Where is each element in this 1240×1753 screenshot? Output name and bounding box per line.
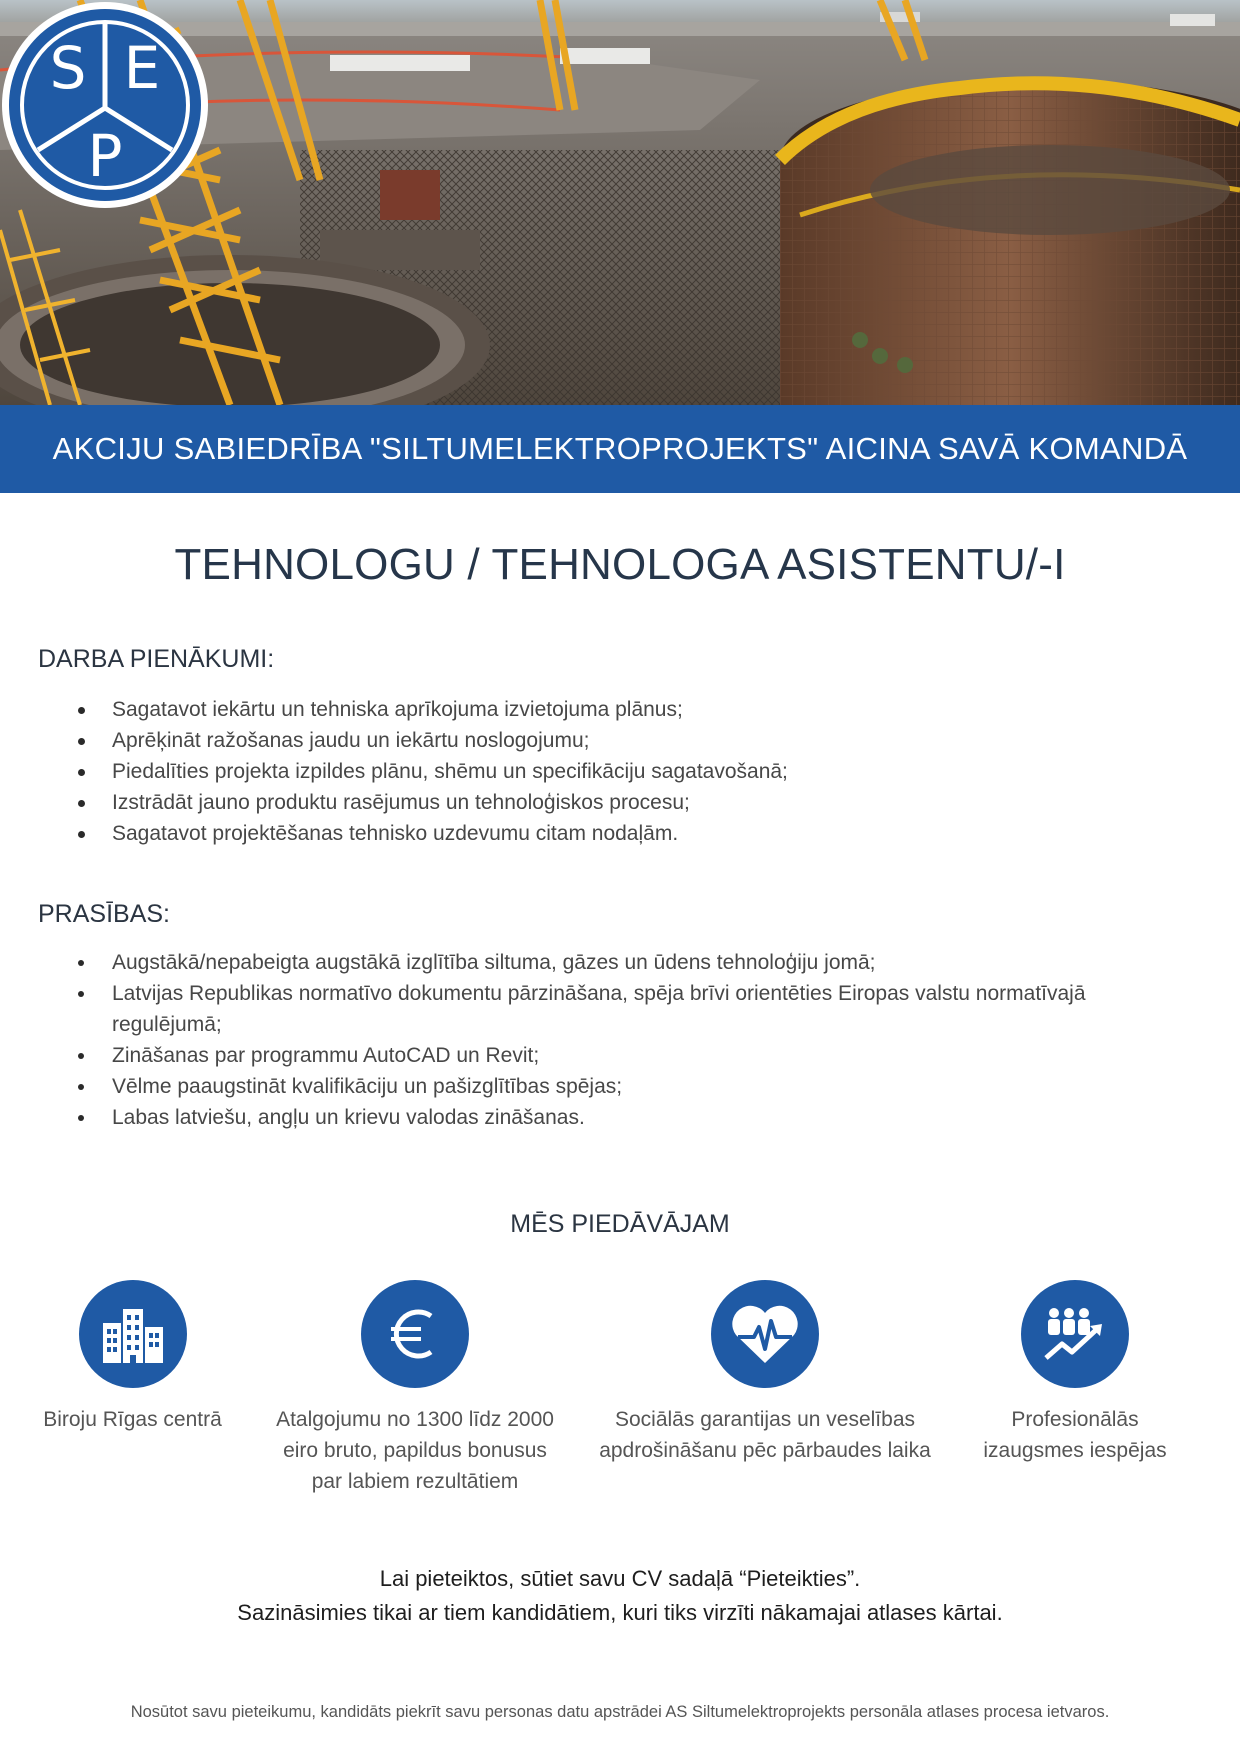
offer-item-office	[20, 1280, 245, 1435]
duties-heading: DARBA PIENĀKUMI:	[38, 645, 275, 673]
offer-text-line: eiro bruto, papildus bonusus	[283, 1439, 547, 1462]
list-item: Sagatavot iekārtu un tehniska aprīkojuma izvietojuma plānus;	[70, 694, 1190, 725]
offer-text-line: Biroju Rīgas centrā	[43, 1408, 222, 1431]
offer-heading: MĒS PIEDĀVĀJAM	[510, 1210, 730, 1238]
people-growth-icon	[1021, 1280, 1129, 1388]
list-item: Aprēķināt ražošanas jaudu un iekārtu noslogojumu;	[70, 725, 1190, 756]
list-item: Vēlme paaugstināt kvalifikāciju un pašizglītības spējas;	[70, 1071, 1190, 1102]
euro-icon	[361, 1280, 469, 1388]
offer-text-line: Sociālās garantijas un veselības	[614, 1408, 915, 1431]
heart-pulse-icon	[711, 1280, 819, 1388]
offer-text-line: par labiem rezultātiem	[311, 1470, 519, 1493]
offer-text-line: apdrošināšanu pēc pārbaudes laika	[599, 1439, 931, 1462]
privacy-notice: Nosūtot savu pieteikumu, kandidāts piekrīt savu personas datu apstrādei AS Siltumelektroprojekts personāla atlases procesa ietvaros.	[130, 1703, 1110, 1721]
logo-letter-s: S	[49, 34, 87, 102]
banner-text: AKCIJU SABIEDRĪBA "SILTUMELEKTROPROJEKTS" AICINA SAVĀ KOMANDĀ	[52, 431, 1188, 466]
job-title: TEHNOLOGU / TEHNOLOGA ASISTENTU/-I	[174, 540, 1066, 589]
offer-item-growth	[955, 1280, 1195, 1466]
list-item: Augstākā/nepabeigta augstākā izglītība siltuma, gāzes un ūdens tehnoloģiju jomā;	[70, 947, 1190, 978]
sep-logo	[0, 0, 210, 210]
list-item: Sagatavot projektēšanas tehnisko uzdevumu citam nodaļām.	[70, 818, 1190, 849]
list-item: Izstrādāt jauno produktu rasējumus un tehnoloģiskos procesu;	[70, 787, 1190, 818]
list-item: Latvijas Republikas normatīvo dokumentu pārzināšana, spēja brīvi orientēties Eiropas valstu normatīvajā regulējumā;	[70, 978, 1190, 1040]
company-banner	[0, 405, 1240, 493]
offer-text-line: Atalgojumu no 1300 līdz 2000	[276, 1408, 554, 1431]
logo-letter-e: E	[123, 34, 161, 102]
list-item: Piedalīties projekta izpildes plānu, shēmu un specifikāciju sagatavošanā;	[70, 756, 1190, 787]
offer-item-insurance	[585, 1280, 945, 1466]
offer-text-line: izaugsmes iespējas	[983, 1439, 1167, 1462]
office-buildings-icon	[79, 1280, 187, 1388]
requirements-heading: PRASĪBAS:	[38, 900, 170, 928]
apply-line: Sazināsimies tikai ar tiem kandidātiem, kuri tiks virzīti nākamajai atlases kārtai.	[237, 1600, 1003, 1625]
list-item: Zināšanas par programmu AutoCAD un Revit;	[70, 1040, 1190, 1071]
hero-photo	[0, 0, 1240, 405]
requirements-list	[70, 947, 1190, 1133]
apply-line: Lai pieteiktos, sūtiet savu CV sadaļā “Pieteikties”.	[379, 1566, 861, 1591]
logo-letter-p: P	[87, 122, 123, 190]
offer-item-salary	[255, 1280, 575, 1497]
offer-text-line: Profesionālās	[1011, 1408, 1139, 1431]
duties-list	[70, 694, 1190, 849]
list-item: Labas latviešu, angļu un krievu valodas zināšanas.	[70, 1102, 1190, 1133]
apply-instructions	[0, 1562, 1240, 1630]
